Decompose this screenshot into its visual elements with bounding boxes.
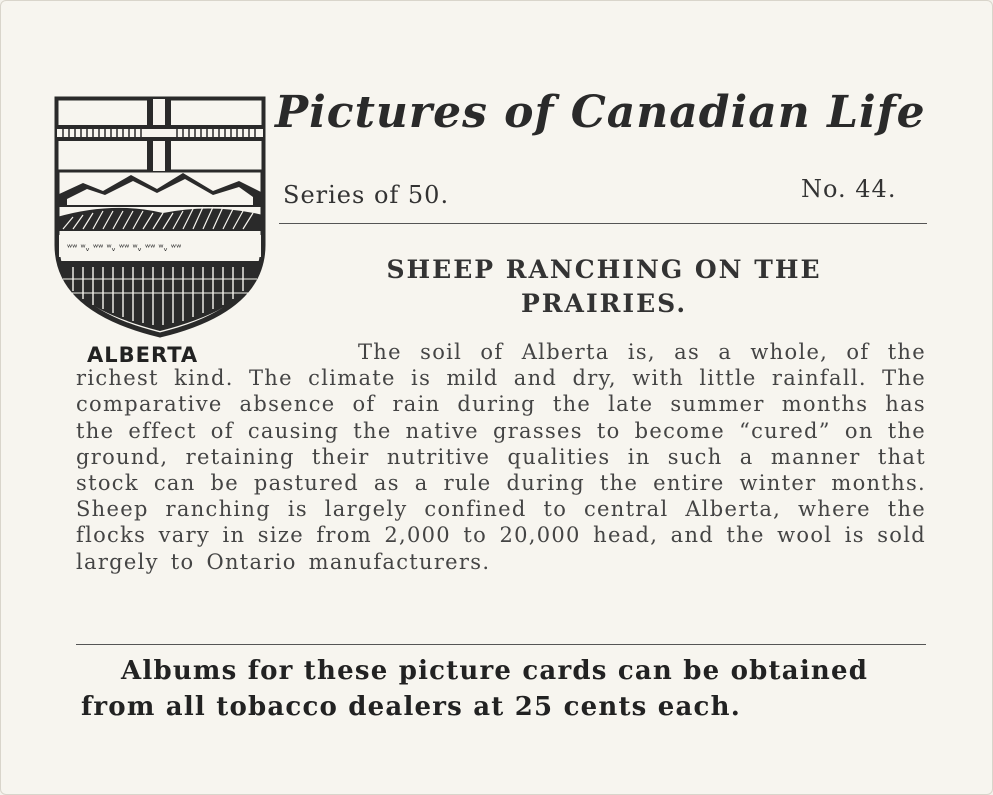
alberta-coat-of-arms-icon: [53, 95, 267, 339]
top-divider: [279, 223, 927, 224]
card-heading: SHEEP RANCHING ON THE PRAIRIES.: [386, 255, 822, 318]
card-title: Pictures of Canadian Life: [275, 87, 926, 138]
footer-line-2: from all tobacco dealers at 25 cents each.: [81, 692, 741, 722]
svg-text:ʷʷ ʷᵥ ʷʷ ʷᵥ ʷʷ ʷᵥ ʷʷ ʷᵥ ʷʷ: ʷʷ ʷᵥ ʷʷ ʷᵥ ʷʷ ʷᵥ ʷʷ ʷᵥ ʷʷ: [67, 243, 182, 254]
bottom-divider: [76, 644, 926, 645]
series-label: Series of 50.: [283, 181, 450, 209]
footer-line-1: Albums for these picture cards can be obtained: [121, 656, 869, 686]
card-body-text: The soil of Alberta is, as a whole, of the richest kind. The climate is mild and dry, with little rainfall. The comparative absence of rain during the late summer months has the effect of causing the native grasses to become “cured” on the ground, retaining their nutritive qualities in such a manner that stock can be pastured as a rule during the entire winter months. Sheep ranching is largely confined to central Alberta, where the flocks vary in size from 2,000 to 20,000 head, and the wool is sold largely to Ontario manufacturers.: [76, 340, 926, 574]
card-footer: [81, 653, 931, 725]
card-number: No. 44.: [801, 175, 897, 203]
crest-label: ALBERTA: [87, 343, 199, 367]
